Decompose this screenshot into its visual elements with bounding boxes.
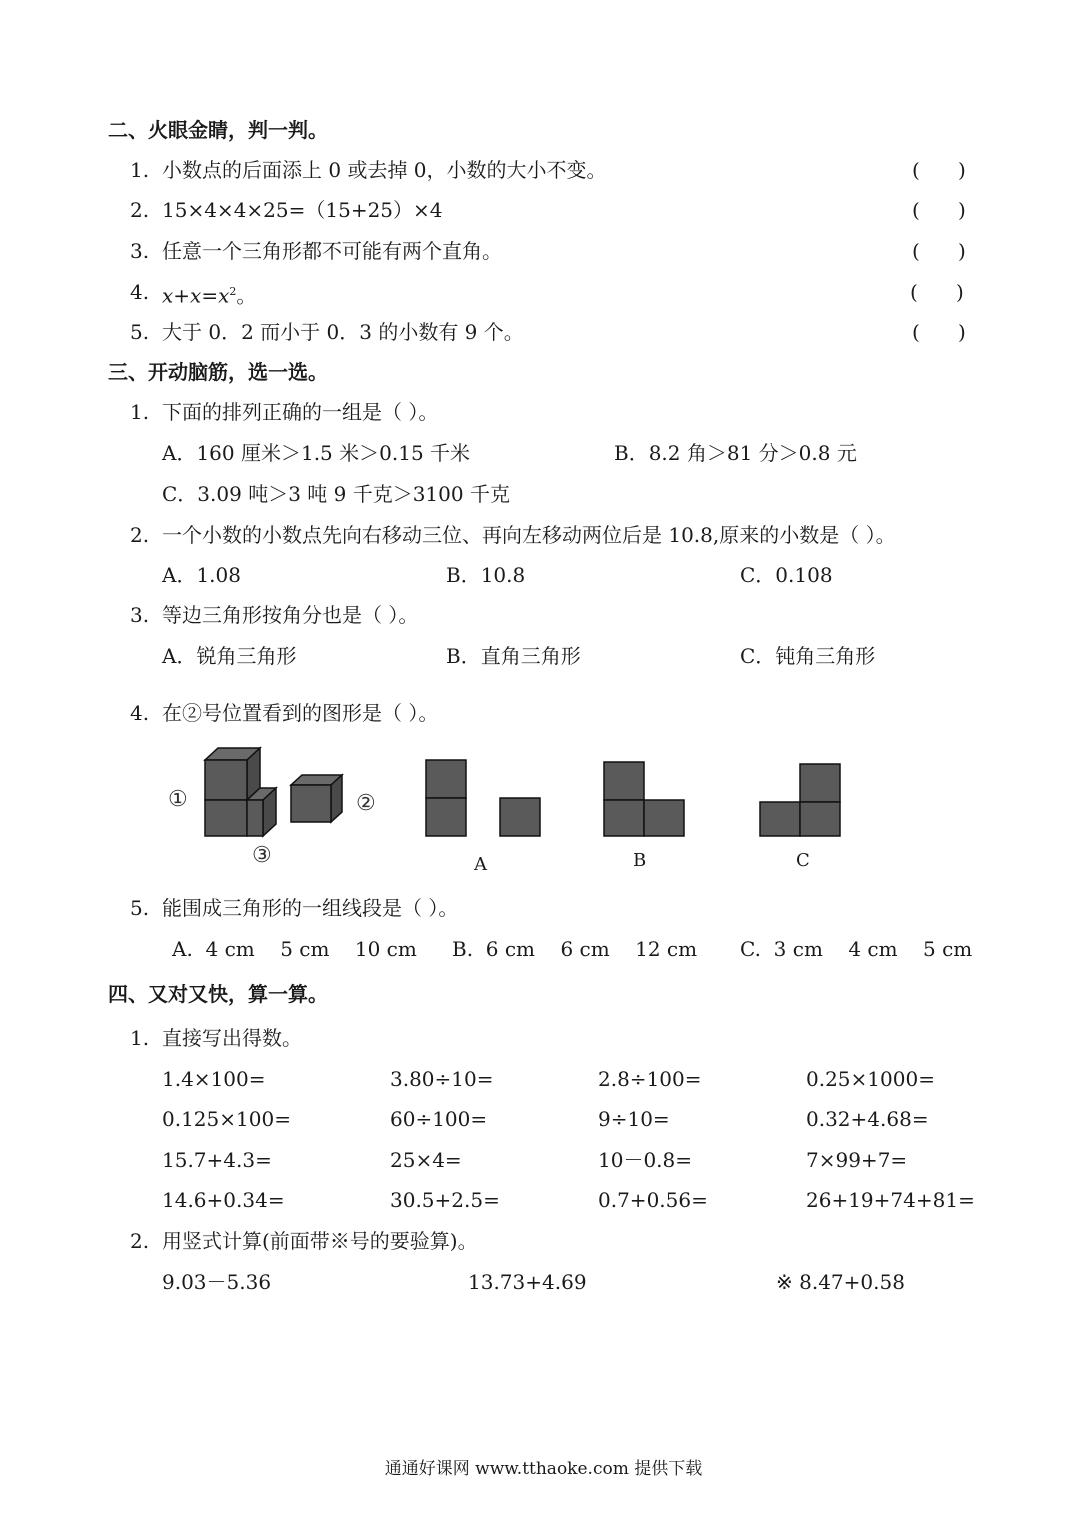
calc-item: 7×99+7= (806, 1148, 908, 1172)
choice-q1-option-c[interactable]: C．3.09 吨＞3 吨 9 千克＞3100 千克 (162, 482, 510, 506)
choice-q4-num: 4. (130, 701, 150, 725)
choice-q5-option-b[interactable]: B. 6 cm 6 cm 12 cm (452, 937, 698, 961)
choice-q5-num: 5. (130, 896, 150, 920)
judge-4-var-b: x (190, 283, 202, 308)
judge-answer-paren-3[interactable]: ( ) (912, 239, 966, 263)
option-a-label: A (474, 854, 487, 875)
option-c-label: C (796, 850, 810, 871)
calc-item: 0.125×100= (162, 1107, 291, 1131)
choice-q4-text: 在②号位置看到的图形是（ ）。 (162, 701, 439, 725)
judge-num-4: 4. (130, 280, 150, 304)
calc-item: 15.7+4.3= (162, 1148, 272, 1172)
position-2-label: ② (356, 791, 376, 816)
judge-text-5: 大于 0．2 而小于 0．3 的小数有 9 个。 (162, 320, 524, 344)
choice-q5-option-a[interactable]: A. 4 cm 5 cm 10 cm (172, 937, 417, 961)
judge-answer-paren-2[interactable]: ( ) (912, 198, 966, 222)
calc-item: 60÷100= (390, 1107, 488, 1131)
option-a-view[interactable] (426, 760, 540, 836)
section2-title: 二、火眼金睛，判一判。 (108, 118, 328, 142)
choice-q2-option-c[interactable]: C．0.108 (740, 563, 833, 587)
choice-q3-text: 等边三角形按角分也是（ ）。 (162, 603, 419, 627)
choice-q3-option-b[interactable]: B．直角三角形 (446, 644, 581, 668)
vertical-calc-item: ※ 8.47+0.58 (776, 1270, 905, 1294)
judge-answer-paren-1[interactable]: ( ) (912, 158, 966, 182)
judge-text-3: 任意一个三角形都不可能有两个直角。 (162, 239, 502, 263)
judge-text-1: 小数点的后面添上 0 或去掉 0，小数的大小不变。 (162, 158, 607, 182)
judge-4-eq: = (201, 283, 219, 308)
calc-item: 1.4×100= (162, 1067, 266, 1091)
judge-num-2: 2. (130, 198, 150, 222)
footer-source: 通通好课网 www.tthaoke.com 提供下载 (384, 1459, 703, 1479)
section4-title: 四、又对又快，算一算。 (108, 982, 328, 1006)
calc-item: 0.32+4.68= (806, 1107, 929, 1131)
choice-q1-num: 1. (130, 400, 150, 424)
cube-views-figure (160, 740, 880, 880)
judge-4-var-a: x (162, 283, 174, 308)
position-1-label: ① (168, 787, 188, 812)
judge-4-plus: + (173, 283, 191, 308)
choice-q2-option-a[interactable]: A．1.08 (162, 563, 241, 587)
calc-item: 2.8÷100= (598, 1067, 702, 1091)
choice-q3-num: 3. (130, 603, 150, 627)
choice-q2-text: 一个小数的小数点先向右移动三位、再向左移动两位后是 10.8,原来的小数是（ ）。 (162, 523, 896, 547)
choice-q3-option-c[interactable]: C．钝角三角形 (740, 644, 876, 668)
option-b-view[interactable] (604, 762, 684, 836)
judge-answer-paren-4[interactable]: ( ) (910, 280, 964, 304)
calc-item: 14.6+0.34= (162, 1188, 285, 1212)
choice-q3-option-a[interactable]: A．锐角三角形 (162, 644, 297, 668)
choice-q5-text: 能围成三角形的一组线段是（ ）。 (162, 896, 459, 920)
judge-num-3: 3. (130, 239, 150, 263)
option-b-label: B (633, 850, 647, 871)
judge-answer-paren-5[interactable]: ( ) (912, 320, 966, 344)
calc-item: 26+19+74+81= (806, 1188, 975, 1212)
option-c-view[interactable] (760, 764, 840, 836)
vertical-calc-item: 13.73+4.69 (468, 1270, 587, 1294)
judge-text-4 (162, 280, 256, 308)
calc-q2-num: 2. (130, 1229, 150, 1253)
section3-title: 三、开动脑筋，选一选。 (108, 360, 328, 384)
judge-num-1: 1. (130, 158, 150, 182)
calc-item: 10－0.8= (598, 1148, 693, 1172)
cube-stack-drawing (205, 748, 342, 836)
choice-q5-option-c[interactable]: C. 3 cm 4 cm 5 cm (740, 937, 973, 961)
judge-text-2: 15×4×4×25=（15+25）×4 (162, 198, 443, 222)
calc-q1-num: 1. (130, 1026, 150, 1050)
judge-4-exponent: 2 (229, 285, 237, 298)
judge-4-end: 。 (236, 283, 257, 308)
choice-q2-num: 2. (130, 523, 150, 547)
calc-q1-text: 直接写出得数。 (162, 1026, 302, 1050)
calc-item: 9÷10= (598, 1107, 670, 1131)
calc-item: 25×4= (390, 1148, 462, 1172)
calc-item: 0.7+0.56= (598, 1188, 708, 1212)
calc-item: 3.80÷10= (390, 1067, 494, 1091)
choice-q1-option-b[interactable]: B．8.2 角＞81 分＞0.8 元 (614, 441, 857, 465)
vertical-calc-item: 9.03－5.36 (162, 1270, 272, 1294)
choice-q2-option-b[interactable]: B．10.8 (446, 563, 526, 587)
choice-q1-text: 下面的排列正确的一组是（ ）。 (162, 400, 439, 424)
judge-4-var-c: x (218, 283, 230, 308)
calc-item: 30.5+2.5= (390, 1188, 500, 1212)
choice-q1-option-a[interactable]: A．160 厘米＞1.5 米＞0.15 千米 (162, 441, 471, 465)
calc-item: 0.25×1000= (806, 1067, 935, 1091)
position-3-label: ③ (252, 843, 272, 868)
judge-num-5: 5. (130, 320, 150, 344)
calc-q2-text: 用竖式计算(前面带※号的要验算)。 (162, 1229, 478, 1253)
